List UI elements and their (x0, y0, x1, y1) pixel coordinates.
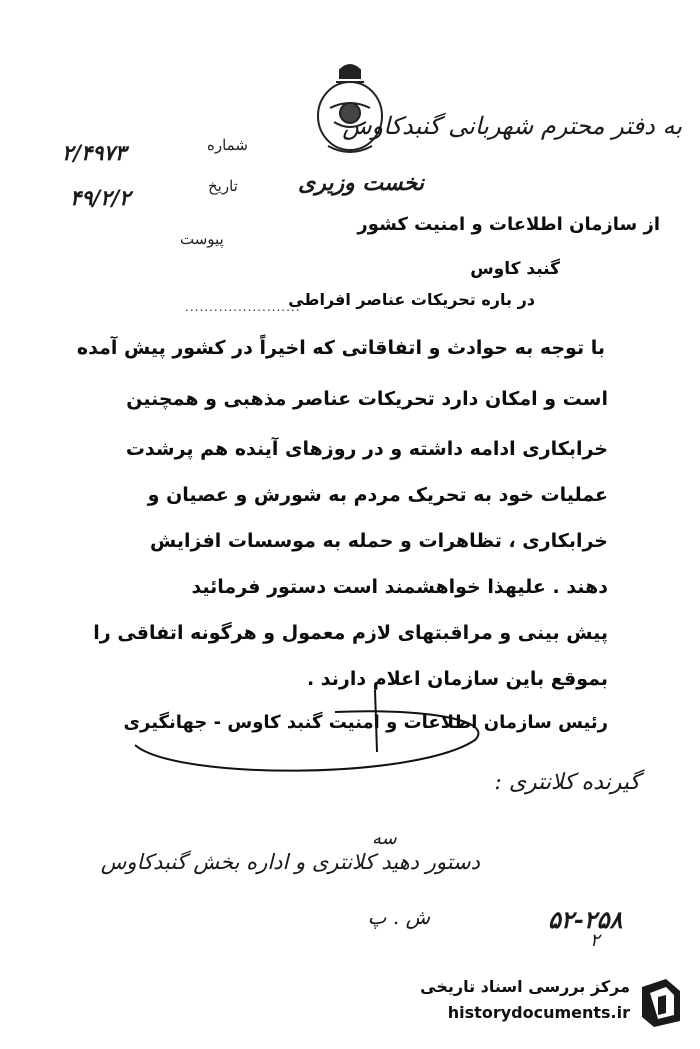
signature-line: رئیس سازمان اطلاعات و امنیت گنبد کاوس - جهانگیری (123, 712, 608, 733)
salutation: به دفتر محترم شهربانی گنبدکاوس (342, 112, 682, 140)
emblem-label: نخست وزیری (298, 170, 424, 196)
footer-site-link[interactable]: historydocuments.ir (447, 1003, 630, 1022)
body-line: خرابکاری ، تظاهرات و حمله به موسسات افزایش (150, 530, 608, 552)
date-label: تاریخ (208, 177, 238, 195)
body-line: با توجه به حوادث و اتفاقاتی که اخیراً در کشور پیش آمده (76, 337, 605, 359)
attachment-label: پیوست (180, 230, 224, 248)
subject-dots: ........................ (185, 300, 301, 314)
body-line: عملیات خود به تحریک مردم به شورش و عصیان و (147, 484, 608, 506)
annotation-note-4: ش . پ (367, 905, 430, 929)
emblem-icon (310, 58, 390, 158)
reference-sub: ۲ (590, 930, 600, 951)
from-line: از سازمان اطلاعات و امنیت کشور (357, 214, 660, 235)
archive-logo-icon (636, 977, 686, 1029)
reference-number: ۵۲-۲۵۸ (548, 905, 623, 934)
number-value: ۲/۴۹۷۳ (62, 140, 127, 165)
footer-watermark (398, 973, 688, 1035)
office-name: گنبد کاوس (470, 259, 560, 279)
subject-line: در باره تحریکات عناصر افراطی (288, 290, 535, 309)
body-line: خرابکاری ادامه داشته و در روزهای آینده هم پرشدت (125, 438, 608, 460)
annotation-note-2: سه (372, 828, 397, 849)
number-label: شماره (207, 136, 248, 154)
body-line: دهند . علیهذا خواهشمند است دستور فرمائید (191, 576, 608, 598)
signature-circle (115, 690, 495, 780)
body-line: پیش بینی و مراقبتهای لازم معمول و هرگونه اتفاقی را (93, 622, 608, 644)
annotation-note-3: دستور دهید کلانتری و اداره بخش گنبدکاوس (100, 850, 480, 874)
date-value: ۴۹/۲/۲ (70, 185, 131, 210)
annotation-note-1: گیرنده کلانتری : (494, 770, 640, 795)
footer-org-name: مرکز بررسی اسناد تاریخی (420, 977, 630, 996)
body-line: است و امکان دارد تحریکات عناصر مذهبی و همچنین (126, 388, 608, 410)
body-line: بموقع باین سازمان اعلام دارند . (306, 668, 608, 690)
